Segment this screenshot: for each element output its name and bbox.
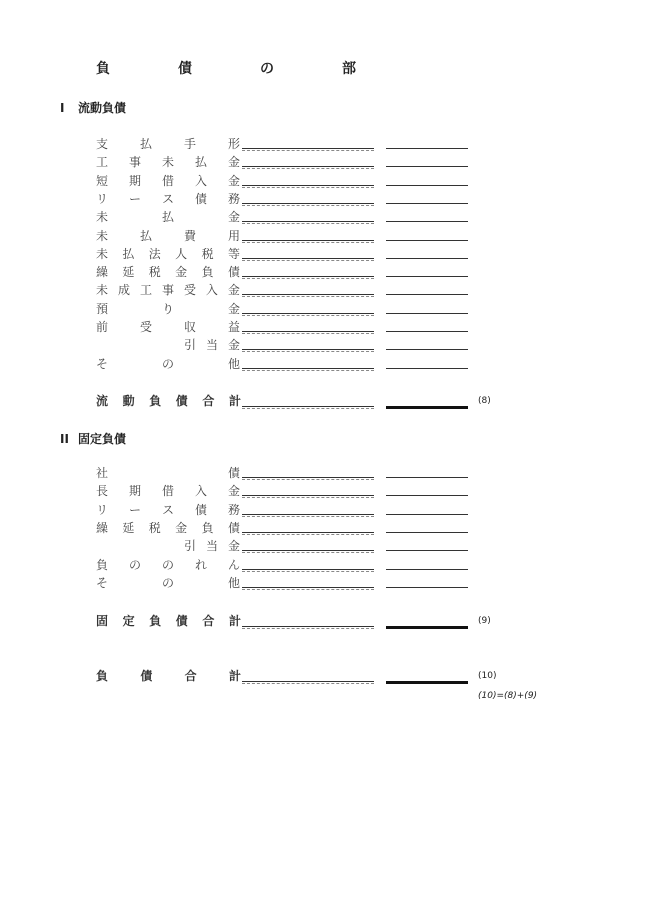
label-char: 引 — [183, 539, 196, 554]
label-underline — [242, 313, 374, 314]
title-char: 負 — [96, 61, 110, 77]
label-underline — [242, 514, 374, 515]
current-total-underline — [242, 406, 374, 407]
label-underline — [242, 276, 374, 277]
label-char: り — [161, 301, 174, 316]
liability-label — [96, 355, 240, 372]
label-char: 負 — [201, 265, 214, 280]
label-underline — [242, 258, 374, 259]
label-char: 延 — [122, 520, 135, 535]
label-char: ス — [161, 191, 174, 206]
fixed-total-ref: (9) — [478, 616, 491, 626]
label-char: の — [161, 575, 174, 590]
label-char: 収 — [183, 320, 196, 334]
label-char: 支 — [96, 137, 109, 151]
label-char: 金 — [175, 520, 188, 535]
liability-label — [96, 153, 240, 170]
liability-row — [96, 464, 241, 480]
label-char: そ — [96, 356, 109, 371]
label-underline — [242, 587, 374, 588]
label-char: 計 — [228, 394, 241, 408]
grand-total-formula-note: (10)=(8)+(9) — [478, 691, 538, 701]
label-char: 債 — [194, 191, 207, 206]
label-char: 受 — [139, 320, 152, 334]
liability-label — [96, 556, 240, 573]
amount-line — [386, 349, 468, 350]
label-char: 合 — [202, 394, 215, 408]
title-char: の — [260, 61, 274, 77]
liability-row — [96, 135, 241, 151]
title-char: 部 — [342, 61, 356, 77]
label-underline — [242, 166, 374, 167]
label-char: 負 — [201, 520, 214, 535]
label-char: 短 — [96, 173, 109, 188]
label-underline — [242, 569, 374, 570]
label-char: の — [161, 356, 174, 371]
label-char: 債 — [227, 520, 240, 535]
label-char: 務 — [227, 502, 240, 517]
amount-line — [386, 258, 468, 259]
label-char: 負 — [149, 394, 162, 408]
label-char: 前 — [96, 320, 109, 334]
label-underline — [242, 495, 374, 496]
label-char: 金 — [227, 301, 240, 316]
liability-row — [96, 300, 241, 316]
label-char: 負 — [96, 669, 109, 683]
current-total-label — [96, 392, 241, 409]
label-char: 未 — [96, 228, 109, 243]
label-underline — [242, 240, 374, 241]
label-char: 入 — [194, 484, 207, 499]
grand-total-label — [96, 667, 241, 684]
label-char: 工 — [96, 155, 109, 170]
label-char: 人 — [175, 246, 188, 261]
liability-label — [96, 300, 240, 317]
label-underline — [242, 349, 374, 350]
label-char: 等 — [227, 246, 240, 261]
label-char: ー — [128, 502, 141, 517]
label-char: 払 — [161, 210, 174, 225]
amount-line — [386, 221, 468, 222]
label-underline — [242, 477, 374, 478]
label-char: リ — [96, 191, 109, 206]
liability-label — [96, 281, 240, 298]
amount-line — [386, 203, 468, 204]
amount-line — [386, 587, 468, 588]
liability-label — [96, 227, 240, 244]
label-char: 期 — [128, 484, 141, 499]
label-char: 当 — [205, 539, 218, 554]
label-char: 借 — [161, 484, 174, 499]
grand-total-underline — [242, 681, 374, 682]
liability-label — [96, 501, 240, 518]
liability-row — [96, 574, 241, 590]
label-underline — [242, 148, 374, 149]
label-char: 債 — [194, 502, 207, 517]
label-char: 払 — [139, 137, 152, 151]
label-char: 税 — [148, 265, 161, 280]
label-char: 金 — [227, 210, 240, 225]
label-char: ー — [128, 191, 141, 206]
label-char: 金 — [227, 539, 240, 554]
label-char: 当 — [205, 338, 218, 353]
label-char: 事 — [128, 155, 141, 170]
label-char: 長 — [96, 484, 109, 499]
liability-row — [96, 281, 241, 297]
label-char: 成 — [117, 283, 130, 298]
amount-line — [386, 514, 468, 515]
label-char: 債 — [227, 265, 240, 280]
amount-line — [386, 532, 468, 533]
liability-label — [96, 519, 240, 536]
label-char: 形 — [227, 137, 240, 151]
label-char: 手 — [183, 137, 196, 151]
label-char: 金 — [227, 484, 240, 499]
amount-line — [386, 276, 468, 277]
liability-row — [96, 245, 241, 261]
liability-label — [96, 245, 240, 262]
amount-line — [386, 331, 468, 332]
label-char: 計 — [228, 614, 241, 628]
grand-total-amount-line — [386, 681, 468, 684]
amount-line — [386, 569, 468, 570]
liability-row — [96, 263, 241, 279]
label-char: 固 — [96, 614, 109, 628]
label-char: 他 — [227, 356, 240, 371]
amount-line — [386, 550, 468, 551]
amount-line — [386, 477, 468, 478]
liability-label — [96, 537, 240, 554]
amount-line — [386, 240, 468, 241]
liability-row — [96, 208, 241, 224]
label-char: 事 — [161, 283, 174, 298]
label-char: ん — [227, 557, 240, 572]
fixed-total-underline — [242, 626, 374, 627]
label-underline — [242, 532, 374, 533]
label-char: 払 — [139, 228, 152, 243]
current-total-ref: (8) — [478, 396, 491, 406]
label-char: 債 — [175, 394, 188, 408]
page-title — [96, 58, 356, 78]
label-char: 負 — [149, 614, 162, 628]
label-char: 税 — [201, 246, 214, 261]
label-char: 未 — [96, 283, 109, 298]
grand-total-ref: (10) — [478, 671, 497, 681]
label-char: 債 — [175, 614, 188, 628]
amount-line — [386, 294, 468, 295]
label-char: 金 — [227, 155, 240, 170]
title-char: 債 — [178, 61, 192, 77]
label-char: の — [161, 557, 174, 572]
label-underline — [242, 221, 374, 222]
liability-row — [96, 227, 241, 243]
label-char: 入 — [194, 173, 207, 188]
label-char: ス — [161, 502, 174, 517]
label-char: 務 — [227, 191, 240, 206]
section-number: II — [60, 432, 69, 446]
liability-row — [96, 336, 241, 352]
label-char: 延 — [122, 265, 135, 280]
label-char: 期 — [128, 173, 141, 188]
label-char: 定 — [122, 614, 135, 628]
amount-line — [386, 148, 468, 149]
label-char: 預 — [96, 301, 109, 316]
liability-label — [96, 574, 240, 591]
label-underline — [242, 294, 374, 295]
label-char: 繰 — [96, 265, 109, 280]
fixed-total-amount-line — [386, 626, 468, 629]
label-char: 用 — [227, 228, 240, 243]
label-char: 金 — [227, 283, 240, 298]
label-char: 負 — [96, 557, 109, 572]
amount-line — [386, 313, 468, 314]
label-underline — [242, 185, 374, 186]
liability-label — [96, 263, 240, 280]
label-underline — [242, 331, 374, 332]
label-char: れ — [194, 557, 207, 572]
liability-label — [96, 172, 240, 189]
label-char: そ — [96, 575, 109, 590]
label-char: 法 — [148, 246, 161, 261]
liability-label — [96, 318, 240, 335]
liability-label — [96, 336, 240, 353]
liability-row — [96, 482, 241, 498]
liability-row — [96, 153, 241, 169]
label-char: 金 — [227, 338, 240, 353]
liability-label — [96, 482, 240, 499]
label-char: 合 — [184, 669, 197, 683]
label-char: 費 — [183, 228, 196, 243]
label-underline — [242, 550, 374, 551]
liability-label — [96, 464, 240, 481]
label-char: の — [128, 557, 141, 572]
amount-line — [386, 368, 468, 369]
label-underline — [242, 203, 374, 204]
liability-label — [96, 208, 240, 225]
liability-label — [96, 135, 240, 152]
label-char: リ — [96, 502, 109, 517]
liability-row — [96, 190, 241, 206]
liability-row — [96, 556, 241, 572]
label-char: 工 — [139, 283, 152, 298]
liability-row — [96, 519, 241, 535]
liability-row — [96, 537, 241, 553]
liability-row — [96, 318, 241, 334]
label-char: 金 — [227, 173, 240, 188]
liability-row — [96, 355, 241, 371]
liability-row — [96, 172, 241, 188]
liability-label — [96, 190, 240, 207]
label-char: 未 — [96, 246, 109, 261]
label-char: 動 — [122, 394, 135, 408]
label-char: 合 — [202, 614, 215, 628]
section-number: I — [60, 101, 65, 115]
current-total-amount-line — [386, 406, 468, 409]
section-title: 固定負債 — [78, 432, 127, 446]
label-char: 流 — [96, 394, 109, 408]
label-char: 税 — [148, 520, 161, 535]
section-title: 流動負債 — [78, 101, 127, 115]
label-char: 借 — [161, 173, 174, 188]
liability-row — [96, 501, 241, 517]
label-char: 引 — [183, 338, 196, 353]
label-underline — [242, 368, 374, 369]
label-char: 繰 — [96, 520, 109, 535]
label-char: 未 — [96, 210, 109, 225]
label-char: 受 — [183, 283, 196, 298]
label-char: 債 — [140, 669, 153, 683]
label-char: 金 — [175, 265, 188, 280]
amount-line — [386, 495, 468, 496]
label-char: 社 — [96, 466, 109, 480]
label-char: 払 — [194, 155, 207, 170]
section-heading-current — [60, 99, 126, 116]
label-char: 他 — [227, 575, 240, 590]
label-char: 益 — [227, 320, 240, 334]
label-char: 計 — [228, 669, 241, 683]
section-heading-fixed — [60, 430, 126, 447]
label-char: 未 — [161, 155, 174, 170]
label-char: 入 — [205, 283, 218, 298]
label-char: 払 — [122, 246, 135, 261]
amount-line — [386, 185, 468, 186]
amount-line — [386, 166, 468, 167]
fixed-total-label — [96, 612, 241, 629]
label-char: 債 — [227, 466, 240, 480]
